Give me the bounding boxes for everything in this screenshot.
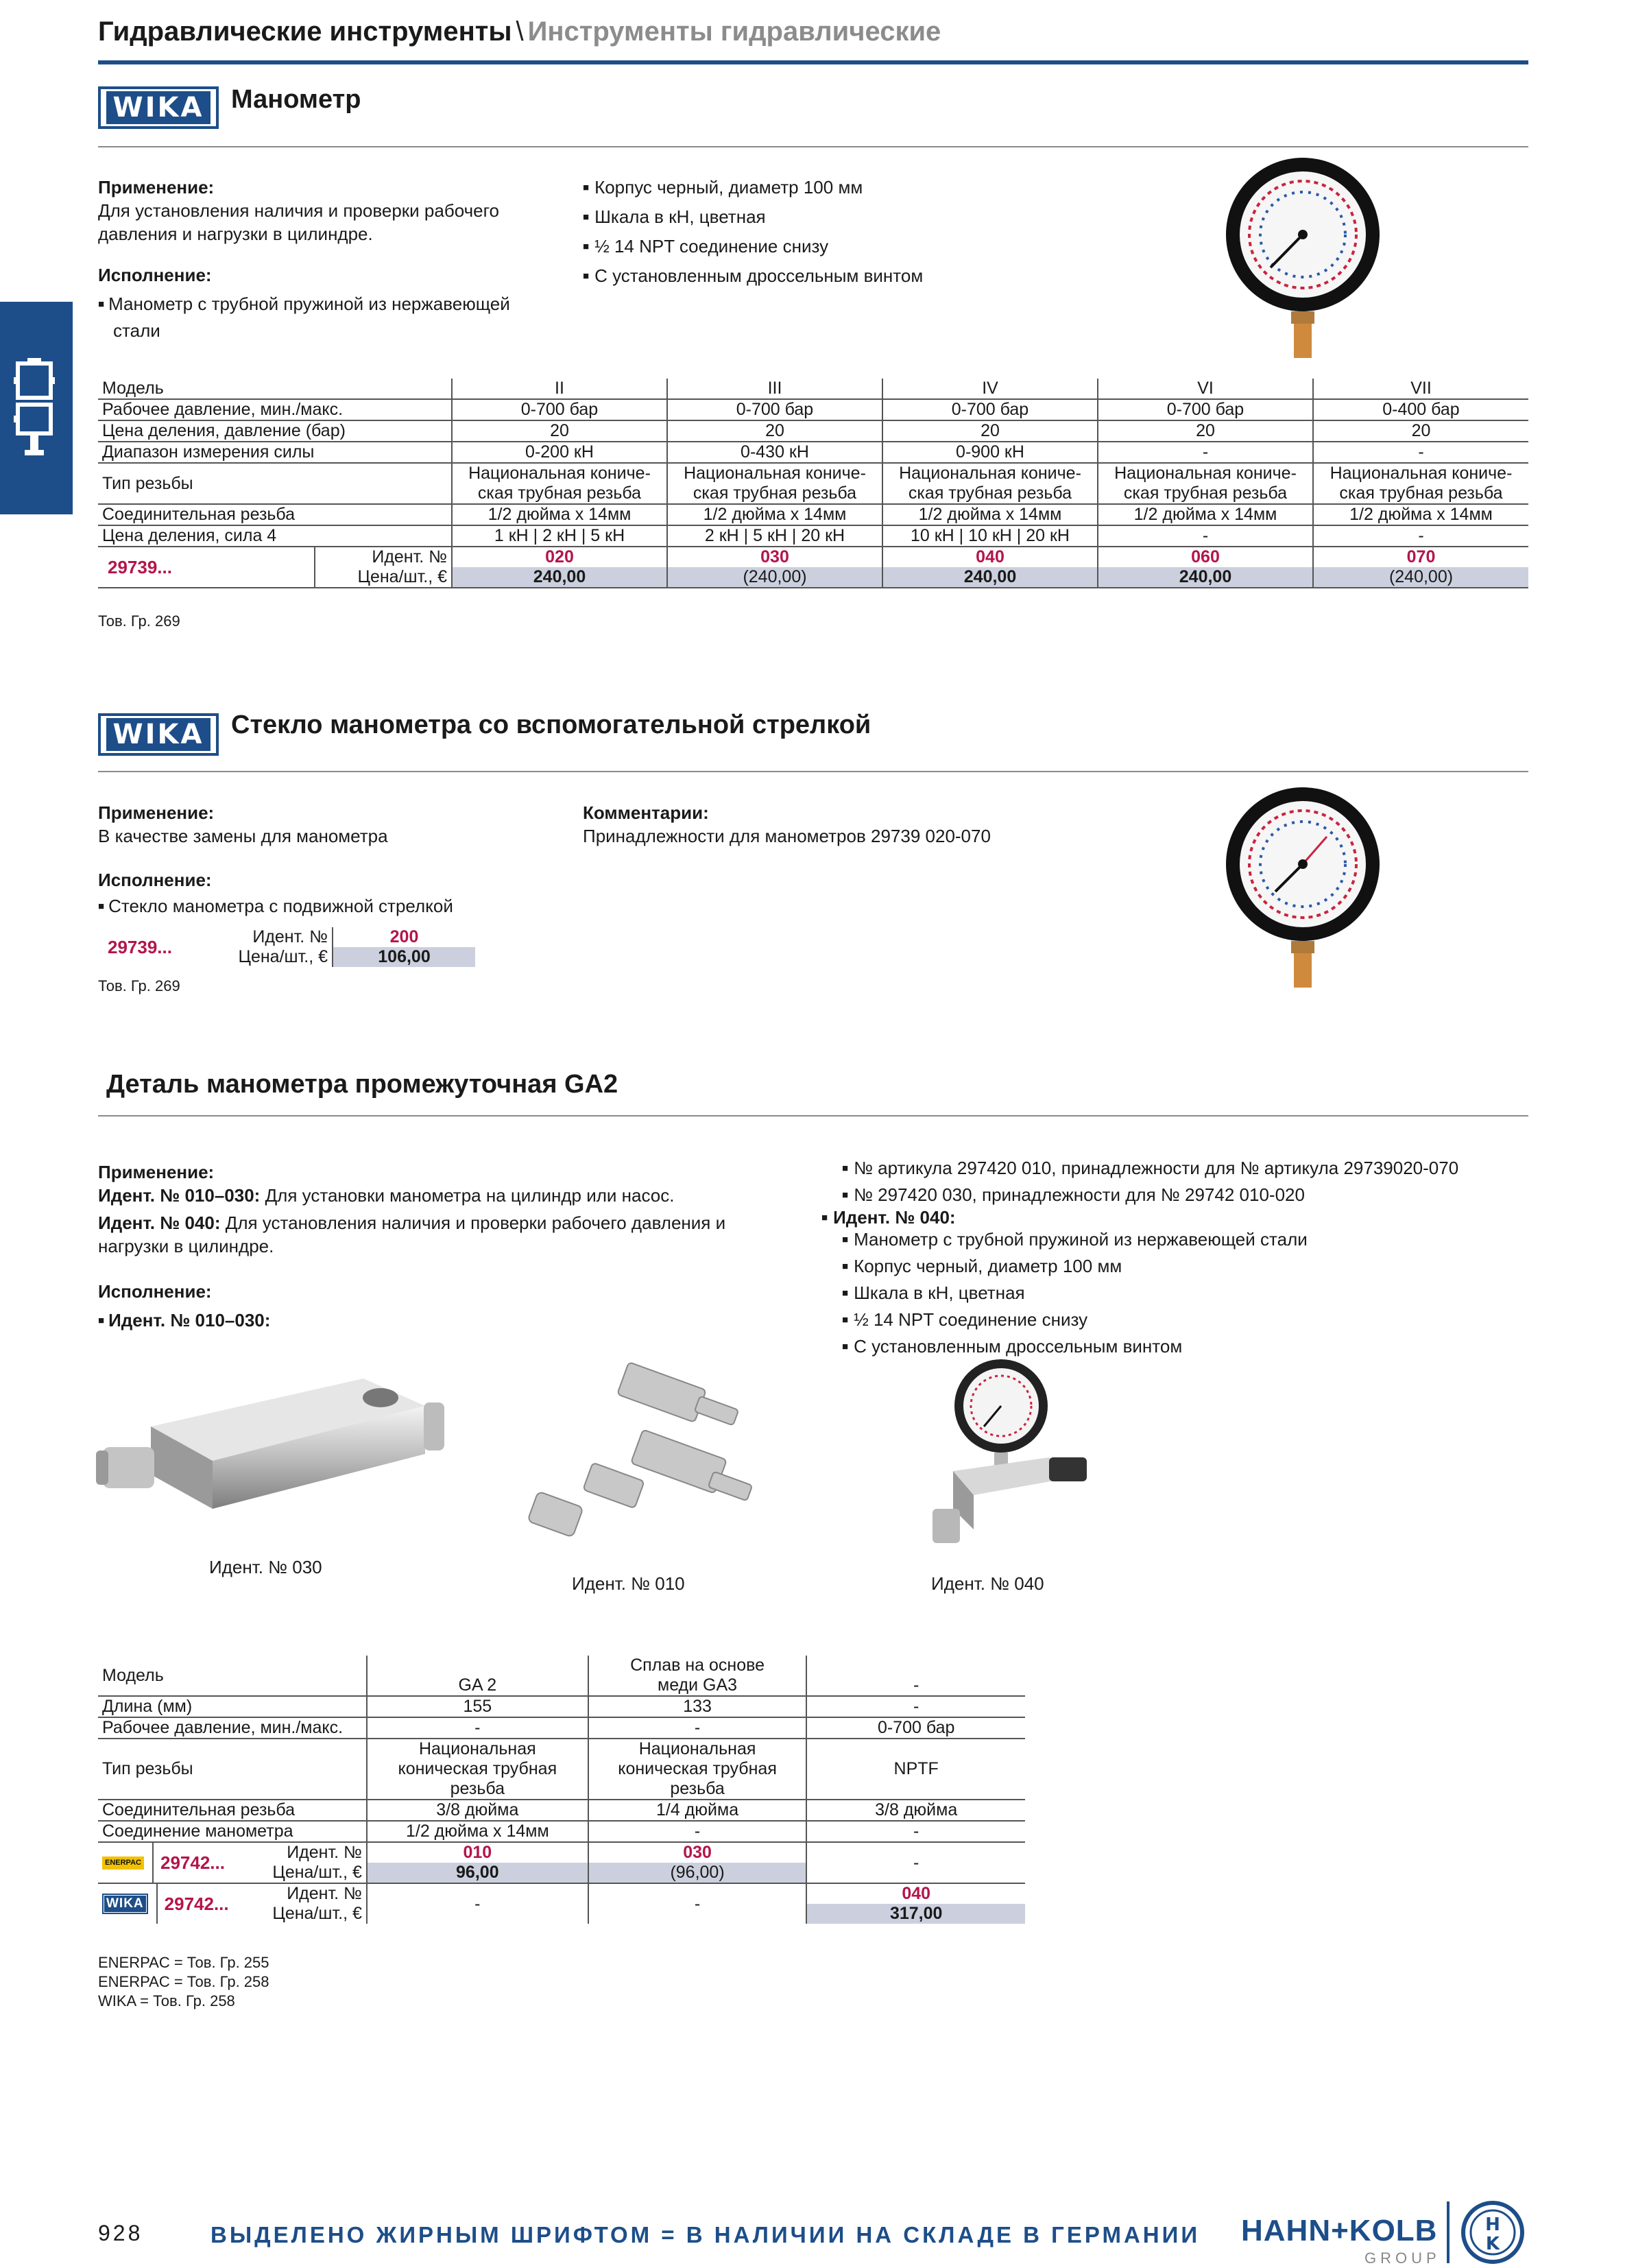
header-title: Гидравлические инструменты bbox=[98, 16, 512, 47]
exec-label: Исполнение: bbox=[98, 265, 212, 285]
feature-item: ■ Корпус черный, диаметр 100 мм bbox=[842, 1254, 1308, 1281]
image-caption: Идент. № 030 bbox=[209, 1557, 322, 1577]
article-number[interactable]: 29742... bbox=[160, 1852, 225, 1873]
svg-text:H: H bbox=[1485, 2215, 1500, 2235]
feature-item: ■ С установленным дроссельным винтом bbox=[583, 263, 923, 292]
section-title-gauge-glass: Стекло манометра со вспомогательной стрелкой bbox=[231, 711, 871, 739]
table-row: GA 2 меди GA3 - bbox=[98, 1675, 1025, 1696]
feature-item: ■ ½ 14 NPT соединение снизу bbox=[842, 1308, 1308, 1335]
use-text-2: Идент. № 040: Для установления наличия и проверки рабочего давления и bbox=[98, 1213, 726, 1233]
product-group: Тов. Гр. 269 bbox=[98, 977, 180, 994]
feature-item: ■ № артикула 297420 010, принадлежности для № артикула 29739020-070 bbox=[842, 1156, 1458, 1183]
table-row: Рабочее давление, мин./макс. 0-700 бар 0-700 бар 0-700 бар 0-700 бар 0-400 бар bbox=[98, 399, 1528, 420]
feature-item: ■ Корпус черный, диаметр 100 мм bbox=[583, 174, 923, 204]
table-row: Соединительная резьба 3/8 дюйма 1/4 дюйма 3/8 дюйма bbox=[98, 1800, 1025, 1821]
section-title-gauge-adapter: Деталь манометра промежуточная GA2 bbox=[106, 1070, 618, 1099]
adapter-030-image bbox=[96, 1365, 446, 1523]
article-number[interactable]: 29739... bbox=[98, 547, 315, 588]
footer-slogan: ВЫДЕЛЕНО ЖИРНЫМ ШРИФТОМ = В НАЛИЧИИ НА СКЛАДЕ В ГЕРМАНИИ bbox=[210, 2222, 1201, 2247]
section-title-manometer: Манометр bbox=[231, 85, 361, 114]
hahn-kolb-logo-icon bbox=[1460, 2200, 1525, 2265]
table-row: WIKA 29742... Идент. № Цена/шт., € - - 040 bbox=[98, 1883, 1025, 1904]
ident-value[interactable]: 040 bbox=[882, 547, 1098, 567]
exec-label: Исполнение: bbox=[98, 1281, 212, 1302]
table-row: 29739... Идент. № 200 bbox=[98, 927, 475, 947]
pressure-gauge-image bbox=[1217, 152, 1388, 372]
table-row: Цена деления, давление (бар) 20 20 20 20 20 bbox=[98, 420, 1528, 442]
article-number[interactable]: 29739... bbox=[108, 936, 172, 957]
hydraulic-tool-icon bbox=[14, 357, 55, 459]
header-separator: \ bbox=[516, 16, 524, 47]
use-text-2b: нагрузки в цилиндре. bbox=[98, 1236, 274, 1256]
feature-heading: ■ Идент. № 040: bbox=[821, 1204, 956, 1234]
company-group: GROUP bbox=[1364, 2249, 1441, 2267]
page-number: 928 bbox=[98, 2221, 143, 2245]
table-row: Соединение манометра 1/2 дюйма x 14мм - - bbox=[98, 1821, 1025, 1842]
use-label: Применение: bbox=[98, 802, 215, 823]
image-caption: Идент. № 040 bbox=[931, 1573, 1044, 1594]
table-row: Диапазон измерения силы 0-200 кН 0-430 кН 0-900 кН - - bbox=[98, 442, 1528, 463]
price-value: 106,00 bbox=[333, 947, 475, 967]
use-label: Применение: bbox=[98, 177, 215, 198]
price-value: 240,00 bbox=[1098, 567, 1313, 588]
price-value: 317,00 bbox=[806, 1904, 1025, 1924]
section-rule bbox=[98, 146, 1528, 147]
table-row: ENERPAC 29742... Идент. № Цена/шт., € 010 030 - bbox=[98, 1842, 1025, 1863]
table-row: Соединительная резьба 1/2 дюйма x 14мм 1/2 дюйма x 14мм 1/2 дюйма x 14мм 1/2 дюйма x 14мм 1/2 дюйма x 14мм bbox=[98, 504, 1528, 525]
gauge-glass-price-table bbox=[98, 927, 475, 967]
price-value: (240,00) bbox=[667, 567, 882, 588]
category-side-tab[interactable] bbox=[0, 302, 73, 514]
table-row: Модель II III IV VI VII bbox=[98, 379, 1528, 399]
adapter-spec-table bbox=[98, 1656, 1025, 1924]
feature-item: ■ Манометр с трубной пружиной из нержавеющей стали bbox=[842, 1228, 1308, 1254]
comments-text: Принадлежности для манометров 29739 020-070 bbox=[583, 826, 991, 846]
ident-value[interactable]: 010 bbox=[367, 1842, 588, 1863]
enerpac-logo: ENERPAC bbox=[102, 1857, 144, 1870]
features-list bbox=[583, 174, 923, 292]
price-value: (240,00) bbox=[1313, 567, 1528, 588]
comments-label: Комментарии: bbox=[583, 802, 709, 823]
svg-text:K: K bbox=[1485, 2234, 1500, 2254]
table-row: Тип резьбы Национальная коничe- Национальная коничe- Национальная коничe- Национальная коничe- Национальная коничe- bbox=[98, 463, 1528, 484]
section-rule bbox=[98, 771, 1528, 772]
price-value: 96,00 bbox=[367, 1863, 588, 1883]
use-label: Применение: bbox=[98, 1162, 215, 1182]
adapter-040-image bbox=[912, 1354, 1097, 1560]
pressure-gauge-image bbox=[1217, 782, 1388, 1001]
section-rule bbox=[98, 1115, 1528, 1117]
exec-label: Исполнение: bbox=[98, 870, 212, 890]
adapter-040-features bbox=[842, 1228, 1308, 1361]
price-value: (96,00) bbox=[588, 1863, 807, 1883]
wika-logo: WIKA bbox=[98, 713, 219, 756]
table-row: Модель Сплав на основе bbox=[98, 1656, 1025, 1675]
image-caption: Идент. № 010 bbox=[572, 1573, 685, 1594]
table-row: Цена деления, сила 4 1 кН | 2 кН | 5 кН 2 кН | 5 кН | 20 кН 10 кН | 10 кН | 20 кН - - bbox=[98, 525, 1528, 547]
adapter-features-list bbox=[842, 1156, 1458, 1210]
price-value: 240,00 bbox=[452, 567, 667, 588]
adapter-010-image bbox=[511, 1361, 758, 1560]
table-row: Цена/шт., € 240,00 (240,00) 240,00 240,00 (240,00) bbox=[98, 567, 1528, 588]
manometer-spec-table bbox=[98, 379, 1528, 588]
ident-value[interactable]: 040 bbox=[806, 1883, 1025, 1904]
ident-value[interactable]: 200 bbox=[333, 927, 475, 947]
use-text: Для установления наличия и проверки рабочего давления и нагрузки в цилиндре. bbox=[98, 200, 499, 244]
price-value: 240,00 bbox=[882, 567, 1098, 588]
use-text: В качестве замены для манометра bbox=[98, 826, 388, 846]
feature-item: ■ Шкала в кН, цветная bbox=[583, 204, 923, 233]
header-subtitle: Инструменты гидравлические bbox=[527, 16, 941, 47]
ident-value[interactable]: 070 bbox=[1313, 547, 1528, 567]
wika-logo: WIKA bbox=[98, 86, 219, 129]
product-groups: ENERPAC = Тов. Гр. 255 ENERPAC = Тов. Гр. 258 WIKA = Тов. Гр. 258 bbox=[98, 1954, 269, 2009]
page-header bbox=[98, 16, 941, 47]
use-text-1: Идент. № 010–030: Для установки манометра на цилиндр или насос. bbox=[98, 1185, 675, 1206]
table-row: Цена/шт., € 106,00 bbox=[98, 947, 475, 967]
table-row: 29739... Идент. № 020 030 040 060 070 bbox=[98, 547, 1528, 567]
feature-item: ■ ½ 14 NPT соединение снизу bbox=[583, 233, 923, 263]
product-group: Тов. Гр. 269 bbox=[98, 612, 180, 630]
table-row: Длина (мм) 155 133 - bbox=[98, 1696, 1025, 1717]
feature-item: ■ С установленным дроссельным винтом bbox=[842, 1335, 1308, 1361]
exec-item: ■ Манометр с трубной пружиной из нержавеющей стали bbox=[98, 292, 510, 342]
table-row: ская трубная резьба ская трубная резьба ская трубная резьба ская трубная резьба ская трубная резьба bbox=[98, 484, 1528, 504]
ident-value[interactable]: 060 bbox=[1098, 547, 1313, 567]
company-name: HAHN+KOLB bbox=[1241, 2214, 1438, 2247]
feature-item: ■ Шкала в кН, цветная bbox=[842, 1281, 1308, 1308]
table-row: Тип резьбы Национальная коническая трубная резьба Национальная коническая трубная резьба NPTF bbox=[98, 1739, 1025, 1800]
table-row: Рабочее давление, мин./макс. - - 0-700 бар bbox=[98, 1717, 1025, 1739]
ident-value[interactable]: 030 bbox=[667, 547, 882, 567]
header-rule bbox=[98, 60, 1528, 64]
exec-item: ■ Стекло манометра с подвижной стрелкой bbox=[98, 893, 453, 922]
ident-value[interactable]: 030 bbox=[588, 1842, 807, 1863]
wika-logo-small: WIKA bbox=[102, 1894, 148, 1914]
logo-divider bbox=[1447, 2201, 1449, 2263]
article-number[interactable]: 29742... bbox=[164, 1893, 229, 1914]
exec-item: ■ Идент. № 010–030: bbox=[98, 1307, 270, 1337]
ident-value[interactable]: 020 bbox=[452, 547, 667, 567]
feature-item: ■ № 297420 030, принадлежности для № 29742 010-020 bbox=[842, 1183, 1458, 1210]
